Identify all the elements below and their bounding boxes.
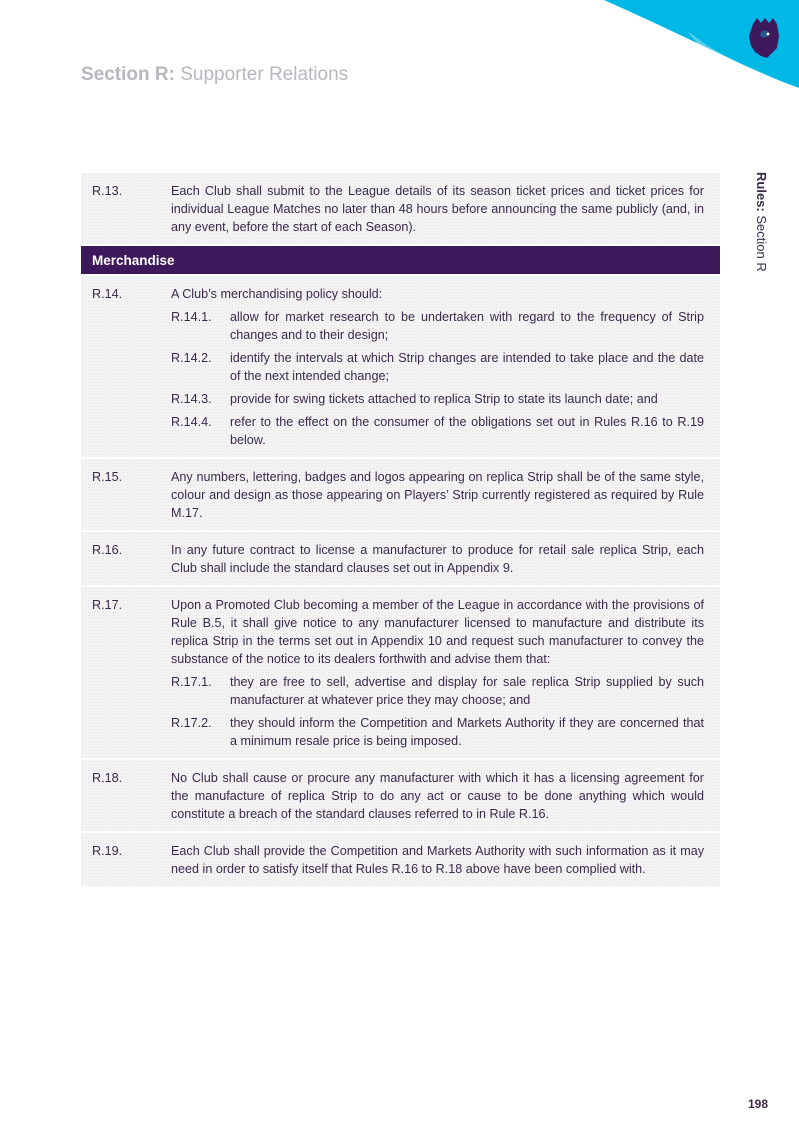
- section-title-text: Supporter Relations: [180, 64, 349, 85]
- sub-rule: [171, 349, 704, 385]
- rule-row-r17: [81, 587, 720, 760]
- rule-row-r14: [81, 276, 720, 459]
- rule-number: R.18.: [92, 771, 123, 785]
- side-running-label: [753, 172, 773, 292]
- sub-rule-number: R.14.1.: [171, 310, 212, 324]
- sub-rule-number: R.17.2.: [171, 716, 212, 730]
- sub-rule: [171, 390, 704, 408]
- rule-text: A Club’s merchandising policy should:: [171, 287, 383, 301]
- rule-number: R.16.: [92, 543, 123, 557]
- rule-text: Each Club shall provide the Competition and Markets Authority with such information as it may need in order to satisfy itself that Rules R.16 to R.18 above have been complied with.: [171, 844, 704, 876]
- section-title-bold: Section R:: [81, 64, 175, 85]
- sub-rule: [171, 673, 704, 709]
- sub-rule-number: R.17.1.: [171, 675, 212, 689]
- rule-number: R.14.: [92, 287, 123, 301]
- sub-rule: [171, 308, 704, 344]
- rule-number: R.17.: [92, 598, 123, 612]
- rule-number: R.15.: [92, 470, 123, 484]
- rule-text: In any future contract to license a manufacturer to produce for retail sale replica Strip, each Club shall include the standard clauses set out in Appendix 9.: [171, 543, 704, 575]
- sub-rule-number: R.14.3.: [171, 392, 212, 406]
- rule-row-r13: [81, 173, 720, 246]
- side-label-text: Section R: [754, 215, 769, 272]
- rule-row-r18: [81, 760, 720, 833]
- rule-number: R.13.: [92, 184, 123, 198]
- sub-rule-text: identify the intervals at which Strip changes are intended to take place and the date of the next intended change;: [230, 351, 704, 383]
- side-label-bold: Rules:: [754, 172, 769, 212]
- sub-rule: [171, 714, 704, 750]
- rule-text: Upon a Promoted Club becoming a member of the League in accordance with the provisions of Rule B.5, it shall give notice to any manufacturer licensed to manufacture and distribute its replica Strip in the terms set out in Appendix 10 and request such manufacturer to convey the substance of the notice to its dealers forthwith and advise them that:: [171, 598, 704, 666]
- rule-text: Any numbers, lettering, badges and logos appearing on replica Strip shall be of the same style, colour and design as those appearing on Players’ Strip currently registered as required by Rule M.17.: [171, 470, 704, 520]
- merchandise-heading: Merchandise: [81, 246, 720, 276]
- sub-rule-text: refer to the effect on the consumer of the obligations set out in Rules R.16 to R.19 below.: [230, 415, 704, 447]
- rule-number: R.19.: [92, 844, 123, 858]
- corner-decoration: [599, 0, 799, 95]
- rule-text: Each Club shall submit to the League details of its season ticket prices and ticket prices for individual League Matches no later than 48 hours before announcing the same publicly (and, in any event, before the start of each Season).: [171, 184, 704, 234]
- sub-rule: [171, 413, 704, 449]
- rule-row-r15: [81, 459, 720, 532]
- sub-rule-text: they are free to sell, advertise and display for sale replica Strip supplied by such manufacturer at whatever price they may choose; and: [230, 675, 704, 707]
- rule-row-r19: [81, 833, 720, 888]
- section-title: [81, 64, 348, 86]
- rules-table: [81, 173, 720, 888]
- sub-rule-text: provide for swing tickets attached to replica Strip to state its launch date; and: [230, 392, 658, 406]
- sub-rule-number: R.14.4.: [171, 415, 212, 429]
- rule-row-r16: [81, 532, 720, 587]
- rule-text: No Club shall cause or procure any manufacturer with which it has a licensing agreement for the manufacture of replica Strip to do any act or cause to be done anything which would constitute a breach of the standard clauses referred to in Rule R.16.: [171, 771, 704, 821]
- page-number: 198: [748, 1097, 769, 1111]
- sub-rule-text: allow for market research to be undertaken with regard to the frequency of Strip changes and to their design;: [230, 310, 704, 342]
- sub-rule-text: they should inform the Competition and Markets Authority if they are concerned that a minimum resale price is being imposed.: [230, 716, 704, 748]
- sub-rule-number: R.14.2.: [171, 351, 212, 365]
